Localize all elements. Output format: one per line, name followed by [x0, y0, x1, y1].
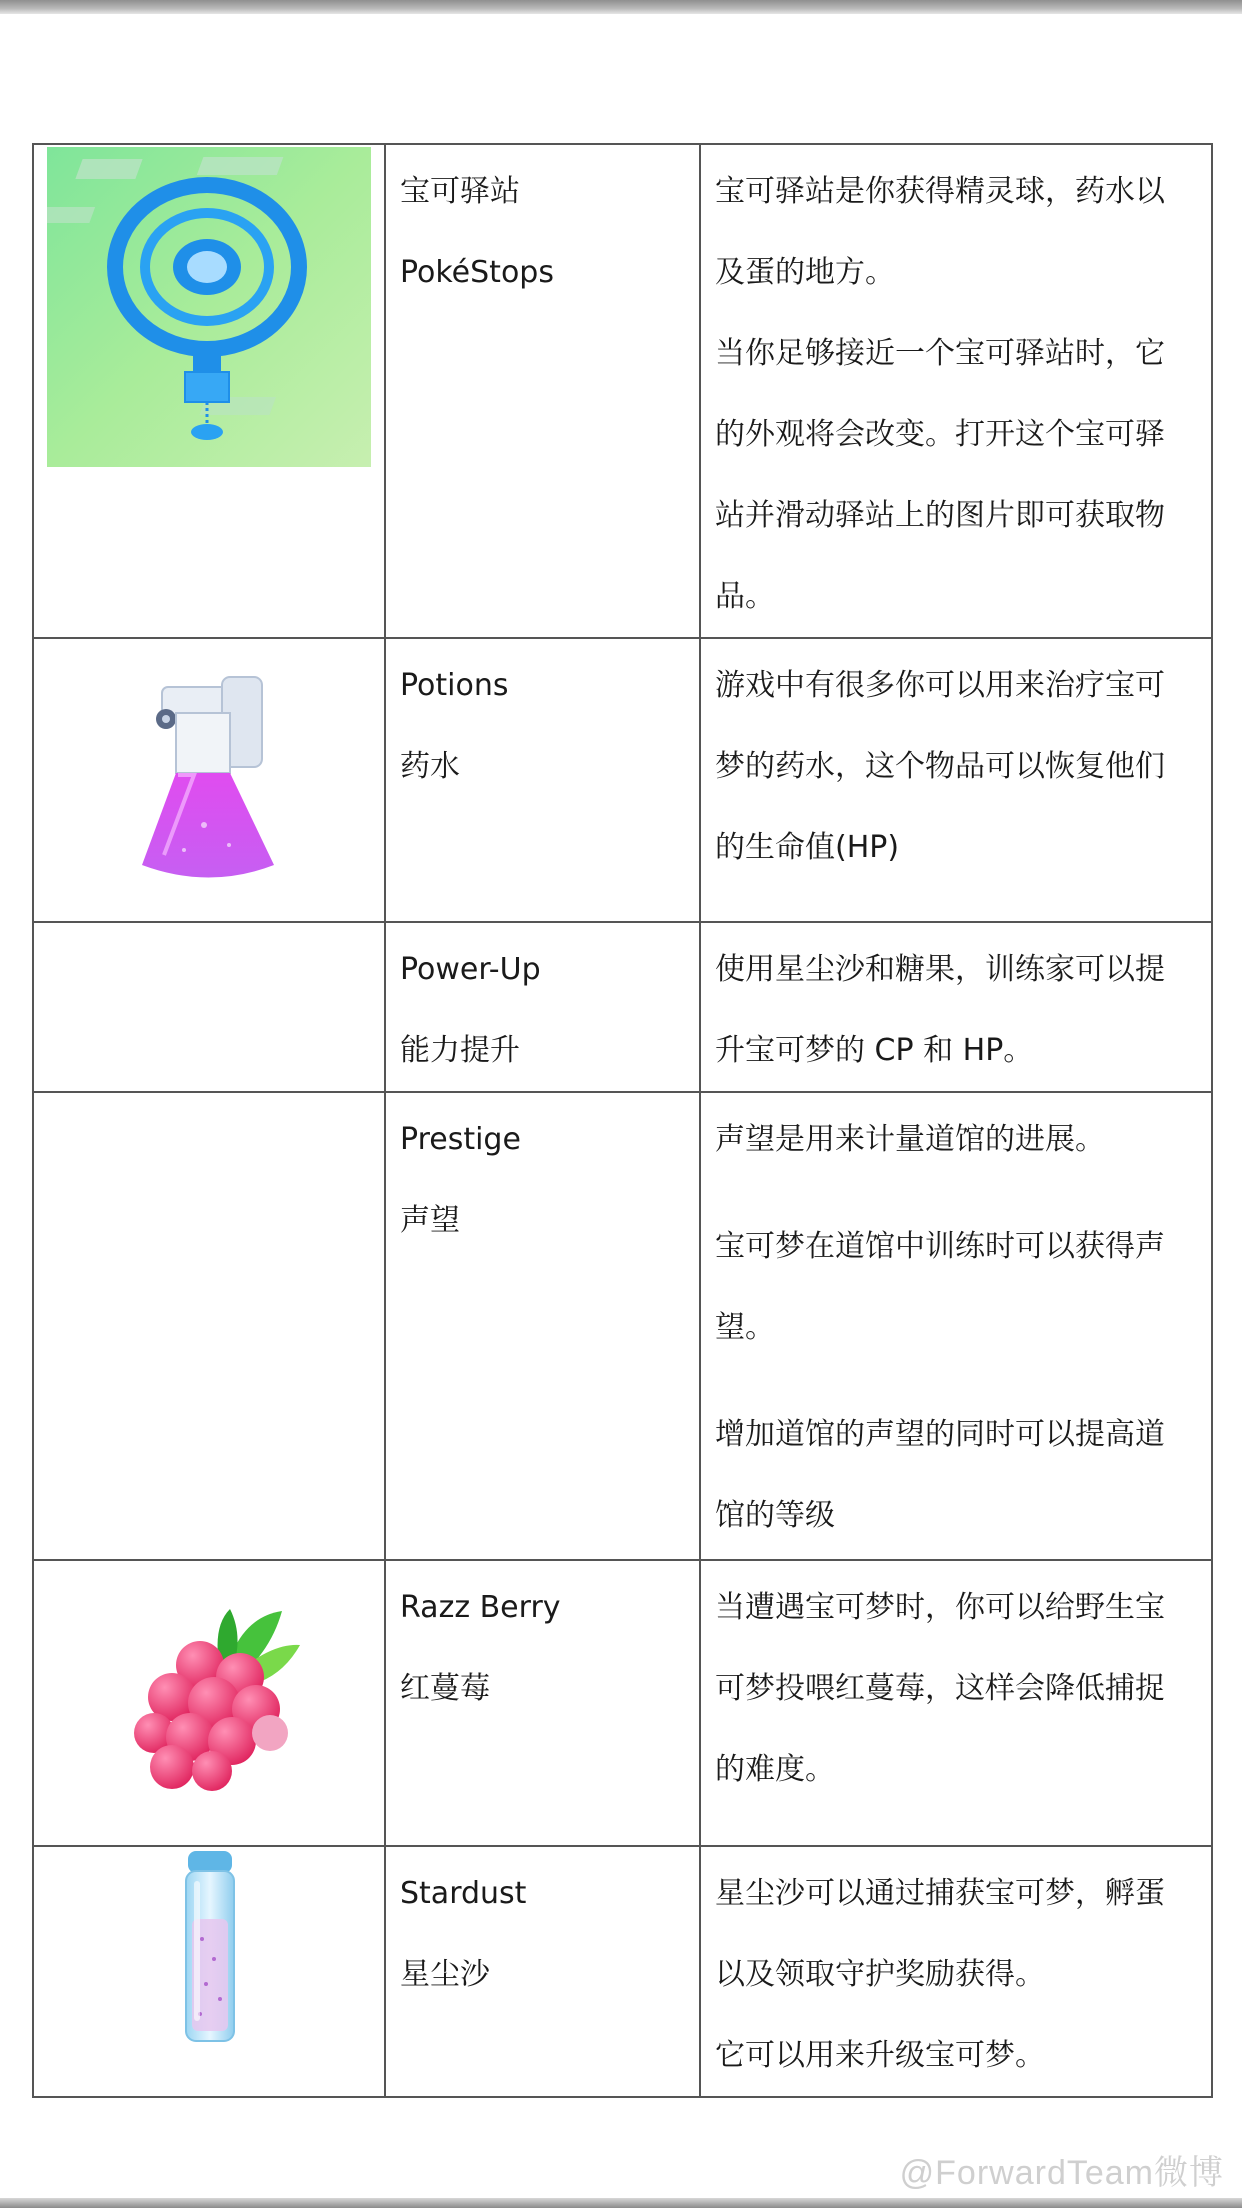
item-name-en: Potions: [400, 668, 509, 703]
name-cell: [385, 922, 700, 1092]
name-cell: [385, 144, 700, 638]
description-text: 声望是用来计量道馆的进展。: [715, 1122, 1105, 1157]
image-cell-empty: [33, 922, 385, 1092]
item-name-cn: 星尘沙: [400, 1957, 490, 1992]
description-text: 使用星尘沙和糖果，训练家可以提升宝可梦的 CP 和 HP。: [715, 952, 1165, 1068]
description-text: 宝可驿站是你获得精灵球，药水以及蛋的地方。: [715, 174, 1165, 290]
description-cell: [700, 638, 1212, 922]
description-cell: [700, 1560, 1212, 1846]
name-cell: [385, 1092, 700, 1560]
description-text: 当遭遇宝可梦时，你可以给野生宝可梦投喂红蔓莓，这样会降低捕捉的难度。: [715, 1590, 1165, 1787]
item-name-en: Razz Berry: [400, 1590, 561, 1625]
item-name-en: Prestige: [400, 1122, 521, 1157]
table-row: [33, 1846, 1212, 2097]
table-row: [33, 144, 1212, 638]
item-name-cn: 能力提升: [400, 1033, 520, 1068]
table-row: [33, 638, 1212, 922]
image-cell: [33, 144, 385, 638]
description-text: 当你足够接近一个宝可驿站时，它的外观将会改变。打开这个宝可驿站并滑动驿站上的图片即可获取物品。: [715, 336, 1165, 614]
top-status-strip: [0, 0, 1242, 14]
table-row: [33, 922, 1212, 1092]
item-name-en: PokéStops: [400, 255, 554, 290]
item-name-cn: 宝可驿站: [400, 174, 520, 209]
razz-berry-icon: [132, 1607, 302, 1793]
items-table: [32, 143, 1213, 2098]
table-row: [33, 1092, 1212, 1560]
pokestop-icon: [47, 147, 371, 467]
item-name-cn: 声望: [400, 1203, 460, 1238]
name-cell: [385, 1846, 700, 2097]
watermark: @ForwardTeam微博: [899, 2154, 1224, 2192]
image-cell: [33, 1560, 385, 1846]
image-cell-empty: [33, 1092, 385, 1560]
description-text: 游戏中有很多你可以用来治疗宝可梦的药水，这个物品可以恢复他们的生命值(HP): [715, 668, 1165, 865]
description-text: 宝可梦在道馆中训练时可以获得声望。: [715, 1229, 1165, 1345]
description-cell: [700, 922, 1212, 1092]
potion-spray-icon: [134, 675, 284, 887]
item-name-en: Power-Up: [400, 952, 541, 987]
image-cell: [33, 1846, 385, 2097]
description-cell: [700, 144, 1212, 638]
description-cell: [700, 1092, 1212, 1560]
stardust-vial-icon: [180, 1849, 240, 2049]
description-cell: [700, 1846, 1212, 2097]
table-row: [33, 1560, 1212, 1846]
item-name-cn: 药水: [400, 749, 460, 784]
bottom-edge-strip: [0, 2198, 1242, 2208]
item-name-en: Stardust: [400, 1876, 527, 1911]
description-text: 星尘沙可以通过捕获宝可梦，孵蛋以及领取守护奖励获得。: [715, 1876, 1165, 1992]
description-text: 它可以用来升级宝可梦。: [715, 2038, 1045, 2073]
image-cell: [33, 638, 385, 922]
description-text: 增加道馆的声望的同时可以提高道馆的等级: [715, 1417, 1165, 1533]
name-cell: [385, 1560, 700, 1846]
name-cell: [385, 638, 700, 922]
item-name-cn: 红蔓莓: [400, 1671, 490, 1706]
